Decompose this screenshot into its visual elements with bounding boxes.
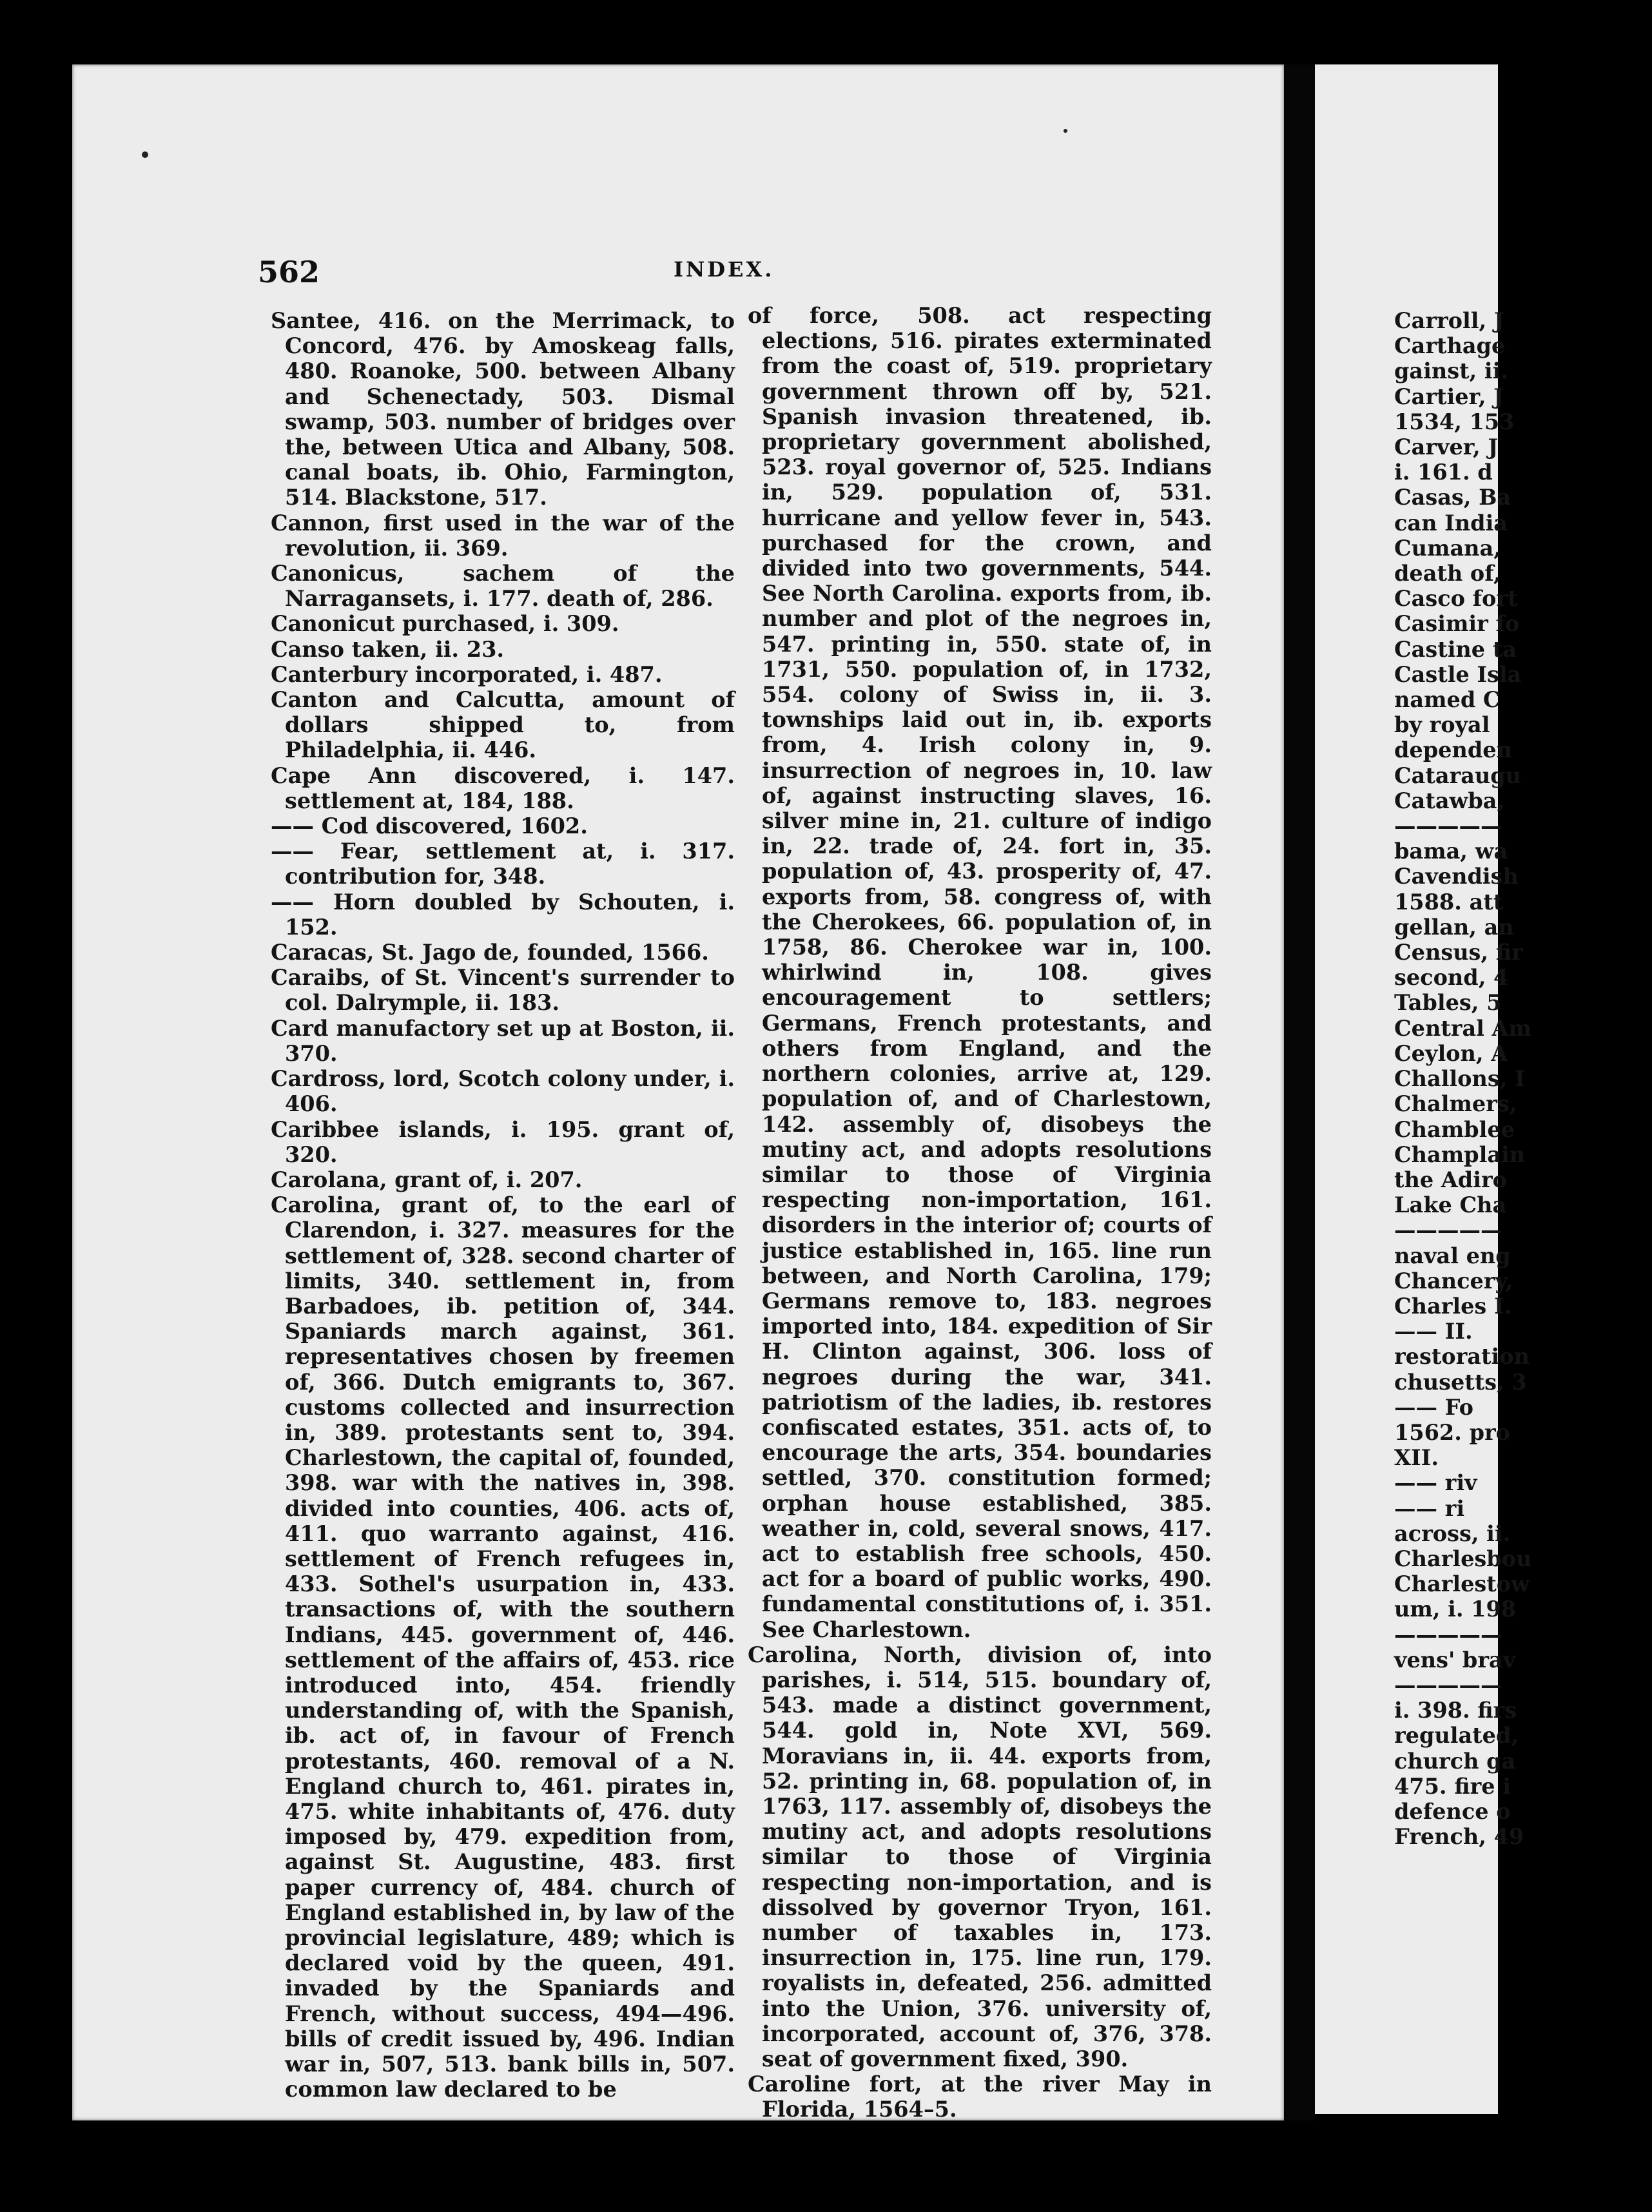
index-entry: —— Fear, settlement at, i. 317. contribution for, 348.	[271, 839, 735, 889]
index-entry: Casco fort	[1394, 586, 1518, 612]
index-entry: Canonicut purchased, i. 309.	[271, 611, 619, 637]
index-entry: Census, fir	[1394, 940, 1523, 965]
index-entry: —— Horn doubled by Schouten, i. 152.	[271, 889, 735, 940]
index-entry: Catawba,	[1394, 788, 1505, 813]
index-entry: Casimir fo	[1394, 611, 1520, 637]
index-entry: bama, wa	[1394, 839, 1508, 864]
index-entry: Canso taken, ii. 23.	[271, 636, 505, 662]
index-entry: Carolina, grant of, to the earl of Clarendon, i. 327. measures for the settlement of, 328. second charter of limits, 340. settlement in, from Barbadoes, ib. petition of, 344. Spaniards march against, 361. representatives chosen by freemen of, 366. Dutch emigrants to, 367. customs collected and insurrection in, 389. protestants sent to, 394. Charlestown, the capital of, founded, 398. war with the natives in, 398. divided into counties, 406. acts of, 411. quo warranto against, 416. settlement of French refugees in, 433. Sothel's usurpation in, 433. transactions of, with the southern Indians, 445. government of, 446. settlement of the affairs of, 453. rice introduced into, 454. friendly understanding of, with the Spanish, ib. act of, in favour of French protestants, 460. removal of a N. England church to, 461. pirates in, 475. white inhabitants of, 476. duty imposed by, 479. expedition from, against St. Augustine, 483. first paper currency of, 484. church of England established in, by law of the provincial legislature, 489; which is declared void by the queen, 491. invaded by the Spaniards and French, without success, 494—496. bills of credit issued by, 496. Indian war in, 507, 513. bank bills in, 507. common law declared to be	[271, 1192, 735, 2102]
index-entry: Canonicus, sachem of the Narragansets, i. 177. death of, 286.	[271, 561, 735, 612]
index-entry: Carolana, grant of, i. 207.	[271, 1167, 583, 1192]
index-entry: Carroll, J	[1394, 308, 1504, 333]
index-entry: Chalmers,	[1394, 1091, 1517, 1117]
index-entry: death of,	[1394, 561, 1501, 587]
speck-mark	[1064, 129, 1067, 133]
index-entry: —————	[1394, 813, 1502, 839]
index-column-left	[271, 308, 735, 2102]
index-entry: gellan, an	[1394, 914, 1514, 940]
index-entry: Cannon, first used in the war of the revolution, ii. 369.	[271, 510, 735, 561]
book-gutter	[1284, 64, 1315, 2120]
index-entry: —————	[1394, 1622, 1502, 1647]
index-entry: Charlesbou	[1394, 1546, 1532, 1571]
speck-mark	[142, 151, 148, 158]
index-entry: Cardross, lord, Scotch colony under, i. 406.	[271, 1066, 735, 1117]
index-entry: XII.	[1394, 1445, 1439, 1471]
index-entry: the Adiro	[1394, 1167, 1507, 1192]
index-entry: of force, 508. act respecting elections, 516. pirates exterminated from the coast of, 519. proprietary government thrown off by, 521. Spanish invasion threatened, ib. proprietary government abolished, 523. royal governor of, 525. Indians in, 529. population of, 531. hurricane and yellow fever in, 543. purchased for the crown, and divided into two governments, 544. See North Carolina. exports from, ib. number and plot of the negroes in, 547. printing in, 550. state of, in 1731, 550. population of, in 1732, 554. colony of Swiss in, ii. 3. townships laid out in, ib. exports from, 4. Irish colony in, 9. insurrection of negroes in, 10. law of, against instructing slaves, 16. silver mine in, 21. culture of indigo in, 22. trade of, 24. fort in, 35. population of, 43. prosperity of, 47. exports from, 58. congress of, with the Cherokees, 66. population of, in 1758, 86. Cherokee war in, 100. whirlwind in, 108. gives encouragement to settlers; Germans, French protestants, and others from England, and the northern colonies, arrive at, 129. population of, and of Charlestown, 142. assembly of, disobeys the mutiny act, and adopts resolutions similar to those of Virginia respecting non-importation, 161. disorders in the interior of; courts of justice established in, 165. line run between, and North Carolina, 179; Germans remove to, 183. negroes imported into, 184. expedition of Sir H. Clinton against, 306. loss of negroes during the war, 341. patriotism of the ladies, ib. restores confiscated estates, 351. acts of, to encourage the arts, 354. boundaries settled, 370. constitution formed; orphan house established, 385. weather in, cold, several snows, 417. act to establish free schools, 450. act for a board of public works, 490. fundamental constitutions of, i. 351. See Charlestown.	[748, 303, 1212, 1642]
index-entry: restoration	[1394, 1344, 1530, 1370]
index-entry: Challons, I	[1394, 1066, 1525, 1092]
index-entry: Caracas, St. Jago de, founded, 1566.	[271, 940, 709, 965]
index-entry: naval eng	[1394, 1243, 1511, 1268]
index-entry: Carthage	[1394, 333, 1506, 359]
index-entry: Card manufactory set up at Boston, ii. 370.	[271, 1015, 735, 1066]
index-entry: by royal	[1394, 712, 1490, 738]
index-entry: Central Am	[1394, 1015, 1531, 1041]
index-entry: i. 398. firs	[1394, 1698, 1517, 1723]
index-entry: —— Cod discovered, 1602.	[271, 813, 588, 839]
index-entry: church ga	[1394, 1748, 1516, 1774]
index-entry: Castine ta	[1394, 636, 1517, 662]
running-head: INDEX.	[674, 257, 775, 282]
index-entry: —— Fo	[1394, 1394, 1473, 1420]
index-entry: —— ri	[1394, 1495, 1465, 1521]
page-number: 562	[258, 255, 320, 289]
index-entry: Cape Ann discovered, i. 147. settlement at, 184, 188.	[271, 762, 735, 813]
index-entry: Caraibs, of St. Vincent's surrender to col. Dalrymple, ii. 183.	[271, 965, 735, 1016]
index-entry: can India	[1394, 510, 1508, 536]
index-entry: Cataraugu	[1394, 762, 1522, 788]
index-entry: —————	[1394, 1672, 1502, 1698]
index-entry: Champlain	[1394, 1141, 1526, 1167]
index-entry: Carver, J	[1394, 434, 1499, 460]
index-entry: 1562. pro	[1394, 1419, 1510, 1445]
index-entry: chusetts, 3	[1394, 1369, 1527, 1395]
index-entry: —— riv	[1394, 1470, 1477, 1496]
index-entry: named C	[1394, 687, 1501, 713]
index-entry: Cavendish	[1394, 864, 1519, 889]
index-entry: —— II.	[1394, 1319, 1473, 1344]
index-entry: vens' brav	[1394, 1647, 1516, 1673]
page-header	[258, 255, 1212, 293]
index-entry: Charlestow	[1394, 1571, 1530, 1597]
index-entry: Canton and Calcutta, amount of dollars shipped to, from Philadelphia, ii. 446.	[271, 687, 735, 763]
index-column-partial	[1394, 308, 1652, 1849]
index-entry: across, ii.	[1394, 1520, 1511, 1546]
index-entry: Castle Isla	[1394, 661, 1522, 687]
index-entry: Santee, 416. on the Merrimack, to Concord, 476. by Amoskeag falls, 480. Roanoke, 500. between Albany and Schenectady, 503. Dismal swamp, 503. number of bridges over the, between Utica and Albany, 508. canal boats, ib. Ohio, Farmington, 514. Blackstone, 517.	[271, 308, 735, 510]
index-entry: gainst, ii.	[1394, 358, 1508, 384]
index-entry: Chamblee	[1394, 1116, 1515, 1142]
index-entry: 1588. att	[1394, 889, 1504, 915]
index-entry: dependen	[1394, 737, 1512, 763]
index-entry: second, 4	[1394, 965, 1509, 991]
index-entry: Charles I.	[1394, 1293, 1512, 1319]
index-entry: 475. fire i	[1394, 1773, 1511, 1799]
index-entry: um, i. 198	[1394, 1596, 1517, 1622]
index-entry: Caroline fort, at the river May in Florida, 1564–5.	[748, 2071, 1212, 2122]
index-entry: French, 49	[1394, 1824, 1524, 1850]
index-entry: Caribbee islands, i. 195. grant of, 320.	[271, 1116, 735, 1167]
index-entry: Casas, Ba	[1394, 485, 1511, 510]
index-entry: Cartier, J	[1394, 383, 1504, 409]
index-entry: i. 161. d	[1394, 460, 1493, 485]
index-column-right	[748, 303, 1212, 2122]
index-entry: Tables, 5	[1394, 990, 1502, 1016]
index-entry: Canterbury incorporated, i. 487.	[271, 661, 663, 687]
index-entry: Chancery,	[1394, 1268, 1513, 1294]
index-entry: 1534, 153	[1394, 409, 1515, 434]
index-entry: Lake Cha	[1394, 1192, 1507, 1218]
index-entry: Ceylon, A	[1394, 1040, 1508, 1066]
index-entry: regulated,	[1394, 1723, 1519, 1749]
index-entry: Cumana,	[1394, 535, 1501, 561]
index-entry: —————	[1394, 1218, 1502, 1243]
index-entry: defence o	[1394, 1798, 1511, 1824]
index-entry: Carolina, North, division of, into parishes, i. 514, 515. boundary of, 543. made a distinct government, 544. gold in, Note XVI, 569. Moravians in, ii. 44. exports from, 52. printing in, 68. population of, in 1763, 117. assembly of, disobeys the mutiny act, and adopts resolutions similar to those of Virginia respecting non-importation, and is dissolved by governor Tryon, 161. number of taxables in, 173. insurrection in, 175. line run, 179. royalists in, defeated, 256. admitted into the Union, 376. university of, incorporated, account of, 376, 378. seat of government fixed, 390.	[748, 1642, 1212, 2072]
